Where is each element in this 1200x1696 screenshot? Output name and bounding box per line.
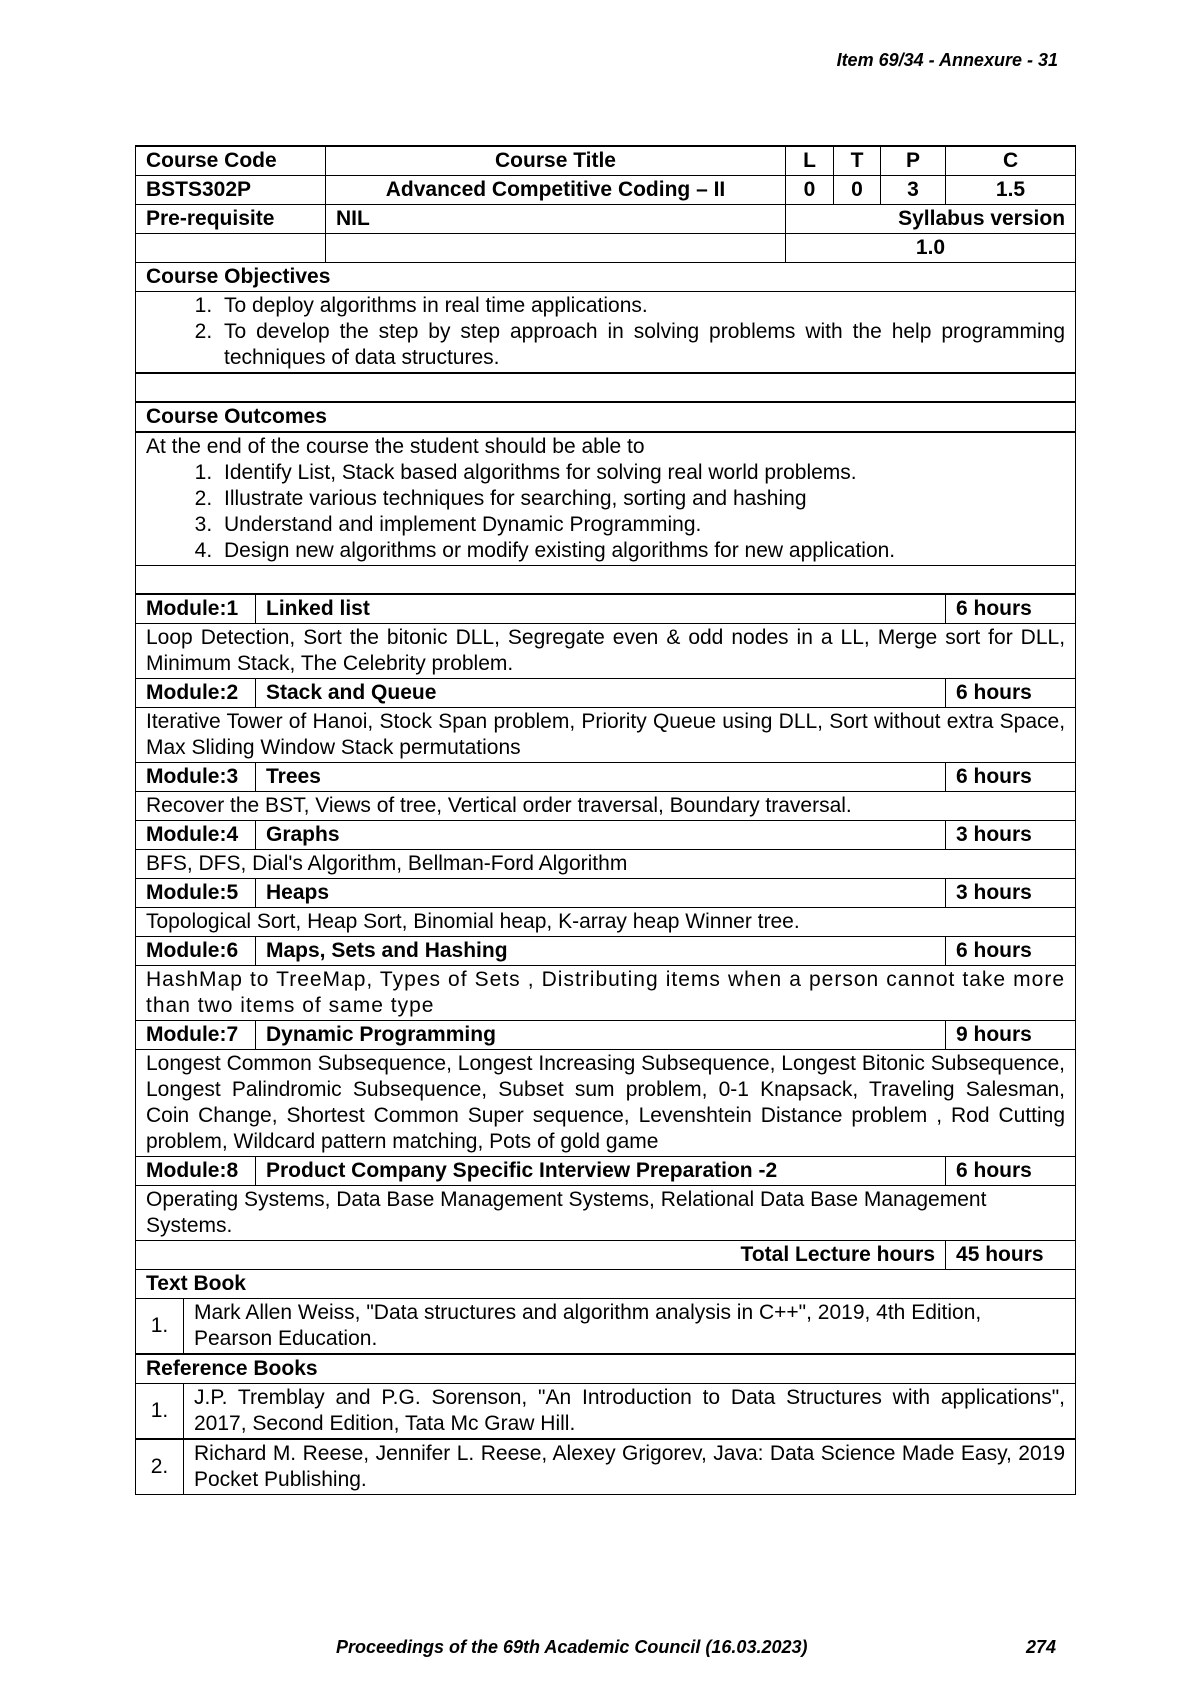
- module-label: Module:1: [136, 594, 256, 624]
- module-hours: 9 hours: [946, 1021, 1076, 1050]
- prereq-label: Pre-requisite: [136, 205, 326, 234]
- prereq-row: [136, 205, 1076, 234]
- prereq-value: NIL: [326, 205, 786, 234]
- outcomes-cell: [136, 432, 1076, 566]
- references-heading: Reference Books: [136, 1354, 1076, 1384]
- module-title: Graphs: [256, 821, 946, 850]
- module-header-row: [136, 879, 1076, 908]
- module-content: Iterative Tower of Hanoi, Stock Span problem, Priority Queue using DLL, Sort without extra Space, Max Sliding Window Stack permutations: [136, 708, 1076, 763]
- syllabus-version: 1.0: [786, 234, 1076, 263]
- reference-entry: J.P. Tremblay and P.G. Sorenson, "An Introduction to Data Structures with applications", 2017, Second Edition, Tata Mc Graw Hill.: [184, 1384, 1076, 1440]
- course-title: Advanced Competitive Coding – II: [326, 176, 786, 205]
- module-content: Recover the BST, Views of tree, Vertical order traversal, Boundary traversal.: [136, 792, 1076, 821]
- blank-row: [136, 373, 1076, 402]
- module-content: Loop Detection, Sort the bitonic DLL, Segregate even & odd nodes in a LL, Merge sort for DLL, Minimum Stack, The Celebrity problem.: [136, 624, 1076, 679]
- module-hours: 3 hours: [946, 879, 1076, 908]
- l-label: L: [786, 146, 834, 176]
- outcomes-intro: At the end of the course the student should be able to: [146, 435, 645, 458]
- module-header-row: [136, 821, 1076, 850]
- outcomes-heading: Course Outcomes: [136, 402, 1076, 432]
- blank-cell: [326, 234, 786, 263]
- module-hours: 6 hours: [946, 937, 1076, 966]
- c-value: 1.5: [946, 176, 1076, 205]
- outcome-item: 2. Illustrate various techniques for searching, sorting and hashing: [218, 486, 1065, 512]
- module-title: Heaps: [256, 879, 946, 908]
- p-value: 3: [881, 176, 946, 205]
- module-hours: 6 hours: [946, 594, 1076, 624]
- textbook-heading-row: [136, 1270, 1076, 1299]
- module-header-row: [136, 1157, 1076, 1186]
- textbook-row: [136, 1299, 1076, 1355]
- course-code: BSTS302P: [136, 176, 326, 205]
- module-header-row: [136, 937, 1076, 966]
- reference-entry: Richard M. Reese, Jennifer L. Reese, Alexey Grigorev, Java: Data Science Made Easy, 2019 Pocket Publishing.: [184, 1439, 1076, 1495]
- page-footer: Proceedings of the 69th Academic Council (16.03.2023): [336, 1637, 808, 1657]
- outcomes-heading-row: [136, 402, 1076, 432]
- version-row: [136, 234, 1076, 263]
- module-content: BFS, DFS, Dial's Algorithm, Bellman-Ford Algorithm: [136, 850, 1076, 879]
- module-label: Module:3: [136, 763, 256, 792]
- textbook-entry: Mark Allen Weiss, "Data structures and algorithm analysis in C++", 2019, 4th Edition, Pearson Education.: [184, 1299, 1076, 1355]
- blank-row: [136, 566, 1076, 595]
- syllabus-table: [135, 145, 1076, 1495]
- module-label: Module:8: [136, 1157, 256, 1186]
- t-label: T: [834, 146, 881, 176]
- module-header-row: [136, 1021, 1076, 1050]
- outcome-item: 1. Identify List, Stack based algorithms for solving real world problems.: [218, 460, 1065, 486]
- blank-cell: [136, 234, 326, 263]
- module-title: Linked list: [256, 594, 946, 624]
- module-label: Module:5: [136, 879, 256, 908]
- course-info-row: [136, 176, 1076, 205]
- module-content-row: [136, 1186, 1076, 1241]
- objective-item: 2. To develop the step by step approach in solving problems with the help programming techniques of data structures.: [218, 319, 1065, 371]
- module-content-row: [136, 624, 1076, 679]
- reference-number: 2.: [136, 1439, 184, 1495]
- module-content-row: [136, 850, 1076, 879]
- module-header-row: [136, 763, 1076, 792]
- module-title: Product Company Specific Interview Preparation -2: [256, 1157, 946, 1186]
- module-hours: 3 hours: [946, 821, 1076, 850]
- module-label: Module:4: [136, 821, 256, 850]
- course-title-label: Course Title: [326, 146, 786, 176]
- module-content-row: [136, 708, 1076, 763]
- references-heading-row: [136, 1354, 1076, 1384]
- module-label: Module:2: [136, 679, 256, 708]
- page-number: 274: [1026, 1637, 1057, 1657]
- module-hours: 6 hours: [946, 1157, 1076, 1186]
- module-content: Longest Common Subsequence, Longest Increasing Subsequence, Longest Bitonic Subsequence, Longest Palindromic Subsequence, Subset sum problem, 0-1 Knapsack, Traveling Salesman, Coin Change, Shortest Common Super sequence, Levenshtein Distance problem , Rod Cutting problem, Wildcard pattern matching, Pots of gold game: [136, 1050, 1076, 1157]
- l-value: 0: [786, 176, 834, 205]
- module-title: Dynamic Programming: [256, 1021, 946, 1050]
- module-header-row: [136, 594, 1076, 624]
- p-label: P: [881, 146, 946, 176]
- module-title: Stack and Queue: [256, 679, 946, 708]
- outcomes-list: [146, 460, 1065, 564]
- reference-row: [136, 1439, 1076, 1495]
- module-label: Module:7: [136, 1021, 256, 1050]
- module-content-row: [136, 908, 1076, 937]
- module-hours: 6 hours: [946, 679, 1076, 708]
- module-content-row: [136, 1050, 1076, 1157]
- reference-number: 1.: [136, 1384, 184, 1440]
- outcome-item: 3. Understand and implement Dynamic Programming.: [218, 512, 1065, 538]
- module-content: Operating Systems, Data Base Management Systems, Relational Data Base Management Systems.: [136, 1186, 1076, 1241]
- total-row: [136, 1241, 1076, 1270]
- objective-item: 1. To deploy algorithms in real time applications.: [218, 293, 1065, 319]
- course-header-row: [136, 146, 1076, 176]
- c-label: C: [946, 146, 1076, 176]
- syllabus-version-label: Syllabus version: [786, 205, 1076, 234]
- objectives-list: [146, 293, 1065, 371]
- textbook-number: 1.: [136, 1299, 184, 1355]
- objectives-heading-row: [136, 263, 1076, 292]
- t-value: 0: [834, 176, 881, 205]
- module-title: Maps, Sets and Hashing: [256, 937, 946, 966]
- module-content: HashMap to TreeMap, Types of Sets , Distributing items when a person cannot take more than two items of same type: [136, 966, 1076, 1021]
- module-content-row: [136, 792, 1076, 821]
- page-header: Item 69/34 - Annexure - 31: [836, 50, 1058, 70]
- outcomes-row: [136, 432, 1076, 566]
- module-content-row: [136, 966, 1076, 1021]
- course-code-label: Course Code: [136, 146, 326, 176]
- reference-row: [136, 1384, 1076, 1440]
- objectives-heading: Course Objectives: [136, 263, 1076, 292]
- textbook-heading: Text Book: [136, 1270, 1076, 1299]
- objectives-list-cell: [136, 292, 1076, 374]
- objectives-row: [136, 292, 1076, 374]
- module-hours: 6 hours: [946, 763, 1076, 792]
- module-content: Topological Sort, Heap Sort, Binomial heap, K-array heap Winner tree.: [136, 908, 1076, 937]
- outcome-item: 4. Design new algorithms or modify existing algorithms for new application.: [218, 538, 1065, 564]
- total-hours: 45 hours: [946, 1241, 1076, 1270]
- total-label: Total Lecture hours: [136, 1241, 946, 1270]
- module-label: Module:6: [136, 937, 256, 966]
- module-header-row: [136, 679, 1076, 708]
- module-title: Trees: [256, 763, 946, 792]
